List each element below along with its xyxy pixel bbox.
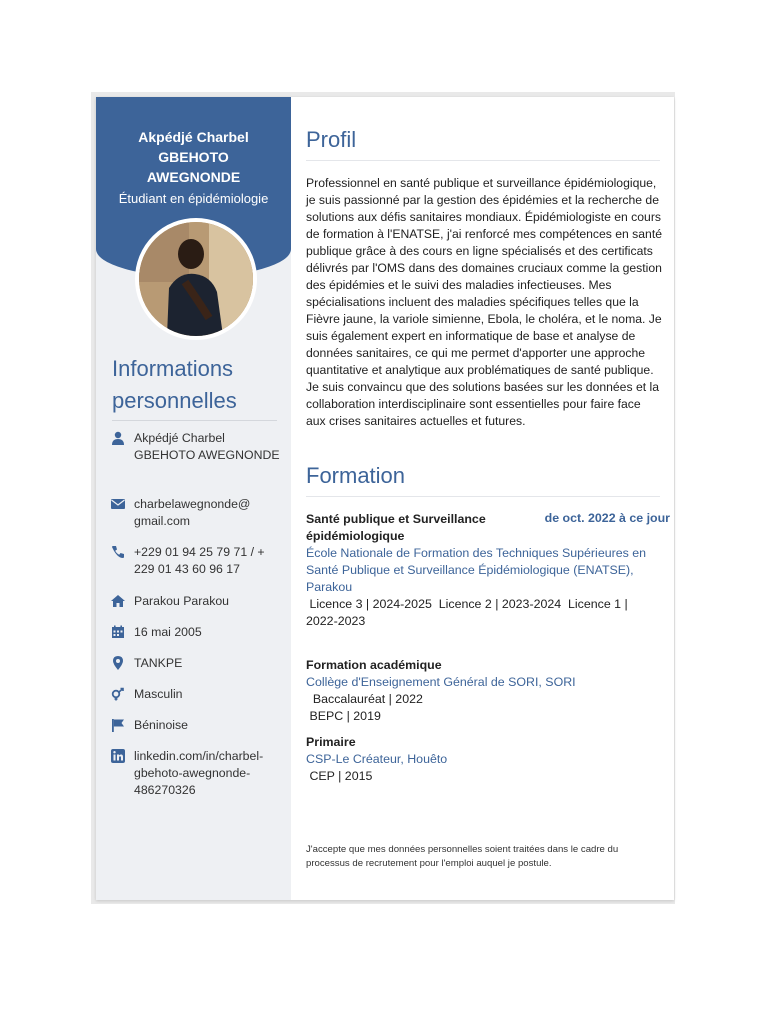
info-text: charbelawegnonde@ gmail.com	[134, 497, 251, 528]
consent-text: J'accepte que mes données personnelles soient traitées dans le cadre du processus de recrutement pour l'emploi auquel je postule.	[306, 844, 619, 869]
info-text: Béninoise	[134, 718, 189, 732]
edu-date: de oct. 2022 à ce jour	[544, 511, 670, 525]
main-content	[306, 97, 670, 900]
edu-title: Santé publique et Surveillance épidémiologique	[306, 512, 486, 543]
sidebar	[96, 97, 291, 900]
info-text: Parakou Parakou	[134, 594, 230, 608]
divider	[306, 160, 660, 161]
info-text: +229 01 94 25 79 71 / + 229 01 43 60 96 17	[134, 545, 265, 576]
map-marker-icon	[111, 656, 125, 670]
edu-school: CSP-Le Créateur, Houêto	[306, 752, 448, 766]
user-icon	[111, 431, 125, 445]
divider	[112, 420, 277, 421]
name-line: GBEHOTO	[158, 149, 229, 165]
resume-page	[96, 97, 674, 900]
linkedin-icon	[111, 749, 125, 763]
personal-info-title: Informations personnelles	[112, 356, 237, 413]
profile-photo	[135, 218, 257, 340]
full-name	[96, 127, 291, 187]
gender-icon	[111, 687, 125, 701]
phone-icon	[111, 545, 125, 559]
info-text: 16 mai 2005	[134, 625, 202, 639]
formation-title: Formation	[306, 463, 406, 488]
envelope-icon	[111, 497, 125, 511]
edu-detail: CEP | 2015	[306, 769, 373, 783]
job-title: Étudiant en épidémiologie	[118, 191, 269, 206]
edu-detail: Licence 3 | 2024-2025 Licence 2 | 2023-2024 Licence 1 | 2022-2023	[306, 597, 632, 628]
home-icon	[111, 594, 125, 608]
info-text: linkedin.com/in/charbel-gbehoto-awegnonde-486270326	[134, 749, 264, 797]
edu-detail: Baccalauréat | 2022	[306, 692, 423, 706]
info-text: Masculin	[134, 687, 183, 701]
divider	[306, 496, 660, 497]
calendar-icon	[111, 625, 125, 639]
name-line: AWEGNONDE	[146, 169, 241, 185]
edu-school: École Nationale de Formation des Techniques Supérieures en Santé Publique et Surveillance Épidémiologique (ENATSE), Parakou	[306, 546, 647, 594]
name-line: Akpédjé Charbel	[138, 129, 249, 145]
profile-text: Professionnel en santé publique et surveillance épidémiologique, je suis passionné par la gestion des épidémies et la recherche de solutions aux défis sanitaires mondiaux. Épidémiologiste en cours de formation à l'ENATSE, j'ai renforcé mes compétences en santé publique grâce à des cours en ligne spécialisés et des certificats délivrés par l'OMS dans des domaines cruciaux comme la gestion des épidémies et le suivi des maladies infectieuses. Mes spécialisations incluent des maladies spécifiques telles que la Fièvre jaune, la variole simienne, Ebola, le choléra, et le noma. Je suis également expert en informatique de base et analyse de données sanitaires, ce qui me permet d'apporter une approche quantitative et analytique aux problématiques de santé publique. Je suis convaincu que des solutions basées sur les données et la collaboration interdisciplinaire sont essentielles pour faire face aux crises sanitaires actuelles et futures.	[306, 176, 663, 428]
flag-icon	[111, 718, 125, 732]
info-text: TANKPE	[134, 656, 183, 670]
edu-title: Formation académique	[306, 658, 442, 672]
edu-detail: BEPC | 2019	[306, 709, 381, 723]
profile-title: Profil	[306, 127, 357, 152]
edu-title: Primaire	[306, 735, 356, 749]
edu-school: Collège d'Enseignement Général de SORI, SORI	[306, 675, 576, 689]
info-text: Akpédjé Charbel GBEHOTO AWEGNONDE	[134, 431, 280, 462]
